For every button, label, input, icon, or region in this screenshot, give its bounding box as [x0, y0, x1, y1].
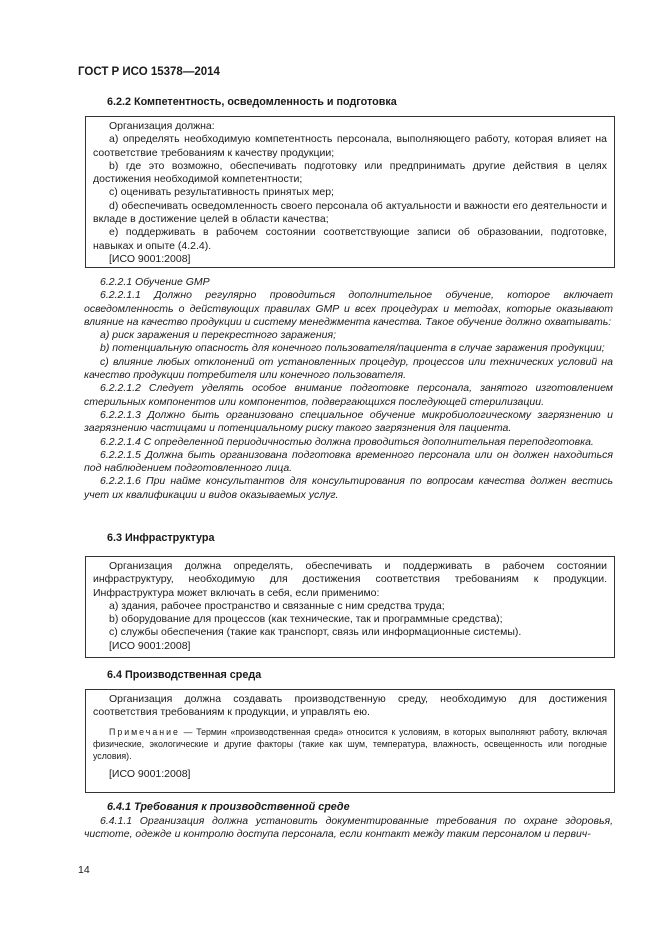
- box-intro: Организация должна определять, обеспечивать и поддерживать в рабочем состоянии инфраструктуру, необходимую для достижения соответствия требованиям к продукции. Инфраструктура может включать в себя, если применимо:: [93, 560, 607, 599]
- page-number: 14: [78, 864, 90, 876]
- note-text: — Термин «производственная среда» относится к условиям, в которых выполняют работу, включая физические, экологические и другие факторы (такие как шум, температура, влажность, освещенность или погодные условия).: [93, 726, 607, 761]
- section-6-3-heading: 6.3 Инфраструктура: [107, 532, 215, 544]
- box-source: [ИСО 9001:2008]: [109, 252, 191, 265]
- gmp-paragraph: 6.2.2.1.3 Должно быть организовано специальное обучение микробиологическому загрязнению и загрязнению частицами и потенциальному риску такого загрязнения для пациента.: [84, 408, 613, 435]
- gmp-item-a: a) риск заражения и перекрестного заражения;: [100, 329, 337, 342]
- box-item-b: b) оборудование для процессов (как технические, так и программные средства);: [109, 613, 503, 626]
- section-6-4-heading: 6.4 Производственная среда: [107, 669, 262, 681]
- box-source: [ИСО 9001:2008]: [109, 639, 191, 652]
- gmp-paragraph: 6.2.2.1.2 Следует уделять особое внимание подготовке персонала, занятого изготовлением стерильных компонентов или компонентов, подвергающихся последующей стерилизации.: [84, 382, 613, 408]
- gmp-paragraph: 6.2.2.1.6 При найме консультантов для консультирования по вопросам качества должен вестись учет их квалификации и видов оказываемых услуг.: [84, 475, 613, 501]
- iso-quote-box-6-4: [85, 689, 615, 793]
- section-6-4-1-text: [84, 815, 613, 842]
- iso-quote-box-6-3: [85, 556, 615, 658]
- document-header: ГОСТ Р ИСО 15378—2014: [78, 66, 220, 78]
- section-6-2-2-heading: 6.2.2 Компетентность, осведомленность и подготовка: [107, 96, 397, 108]
- box-item-d: d) обеспечивать осведомленность своего персонала об актуальности и важности его деятельности и вкладе в достижение целей в области качества;: [93, 199, 607, 226]
- box-intro: Организация должна:: [109, 120, 215, 132]
- box-item-c: c) оценивать результативность принятых мер;: [109, 186, 334, 199]
- section-6-4-1-paragraph: 6.4.1.1 Организация должна установить документированные требования по охране здоровья, чистоте, одежде и контролю доступа персонала, если контакт между таким персоналом и первич-: [84, 815, 613, 841]
- gmp-heading: 6.2.2.1 Обучение GMP: [100, 276, 210, 288]
- box-item-b: b) где это возможно, обеспечивать подготовку или предпринимать другие действия в целях достижения необходимой компетентности;: [93, 159, 607, 186]
- box-item-a: a) определять необходимую компетентность персонала, выполняющего работу, которая влияет на соответствие требованиям к качеству продукции;: [93, 133, 607, 159]
- box-item-e: e) поддерживать в рабочем состоянии соответствующие записи об образовании, подготовке, навыках и опыте (4.2.4).: [93, 226, 607, 252]
- box-intro: Организация должна создавать производственную среду, необходимую для достижения соответствия требованиям к продукции, и управлять ею.: [93, 693, 607, 719]
- gmp-item-b: b) потенциальную опасность для конечного пользователя/пациента в случае заражения продукции;: [100, 342, 605, 355]
- box-note: [93, 726, 607, 762]
- gmp-paragraph: 6.2.2.1.4 С определенной периодичностью должна проводиться дополнительная переподготовка.: [100, 435, 594, 448]
- box-source: [ИСО 9001:2008]: [109, 767, 191, 780]
- section-6-4-1-heading: 6.4.1 Требования к производственной среде: [107, 801, 350, 813]
- gmp-paragraph: 6.2.2.1.1 Должно регулярно проводиться дополнительное обучение, которое включает осведомленность о действующих правилах GMP и всех процедурах и методах, которые оказывают влияние на качество продукции и систему менеджмента качества. Такое обучение должно охватывать:: [84, 289, 613, 328]
- box-item-a: a) здания, рабочее пространство и связанные с ним средства труда;: [109, 599, 445, 612]
- gmp-training-text: [84, 276, 613, 502]
- gmp-paragraph: 6.2.2.1.5 Должна быть организована подготовка временного персонала или он должен находиться под наблюдением подготовленного лица.: [84, 448, 613, 475]
- note-label: Примечание: [109, 726, 180, 737]
- box-item-c: c) службы обеспечения (такие как транспорт, связь или информационные системы).: [109, 626, 522, 639]
- iso-quote-box-6-2-2: [85, 116, 615, 268]
- gmp-item-c: c) влияние любых отклонений от установленных процедур, процессов или технических условий на качество продукции потребителя или конечного пользователя.: [84, 355, 613, 382]
